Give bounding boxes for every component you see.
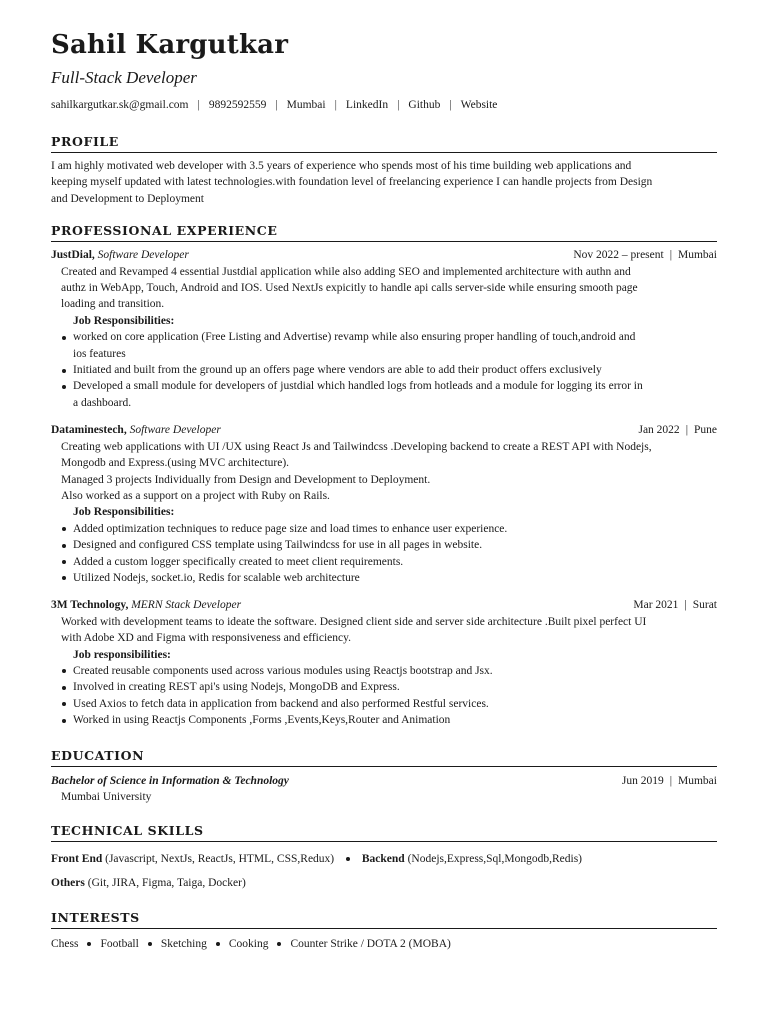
job-role: MERN Stack Developer: [131, 599, 242, 612]
bullet-line: Involved in creating REST api's using Nodejs, MongoDB and Express.: [73, 681, 400, 694]
section-heading-experience: PROFESSIONAL EXPERIENCE: [51, 222, 717, 242]
bullet-line: worked on core application (Free Listing and Advertise) revamp while also ensuring proper handling of touch,android and: [73, 331, 636, 344]
section-heading-education: EDUCATION: [51, 747, 717, 767]
list-item: [51, 378, 717, 411]
skills-section: [51, 822, 717, 893]
summary-line: Managed 3 projects Individually from Design and Development to Deployment.: [61, 473, 431, 486]
summary-line: Creating web applications with UI /UX using React Js and Tailwindcss .Developing backend to create a REST API with Nodejs,: [61, 440, 652, 453]
bullet-line: Initiated and built from the ground up an offers page where vendors are able to add their product offers exclusively: [73, 364, 602, 377]
skills-row: [51, 873, 717, 893]
contact-line: [51, 97, 717, 113]
bullet-line: ios features: [73, 347, 126, 360]
website-link[interactable]: Website: [460, 99, 498, 111]
section-heading-skills: TECHNICAL SKILLS: [51, 822, 717, 842]
experience-section: [51, 222, 717, 728]
job-header: [51, 422, 717, 438]
summary-line: authz in WebApp, Touch, Android and IOS. Used NextJs expicitly to handle api calls server-side while ensuring smooth page: [61, 282, 638, 295]
job-location: Surat: [692, 599, 717, 612]
company-name: Dataminestech,: [51, 424, 127, 437]
bullet-separator: [277, 942, 281, 946]
summary-line: Worked with development teams to ideate the software. Designed client side and server side architecture .Built pixel perfect UI: [61, 615, 647, 628]
separator: |: [669, 249, 673, 262]
email-link[interactable]: sahilkargutkar.sk@gmail.com: [51, 99, 189, 111]
list-item: [51, 570, 717, 586]
job-header: [51, 247, 717, 263]
responsibilities-list: [51, 329, 717, 411]
others-skills: (Git, JIRA, Figma, Taiga, Docker): [87, 877, 246, 890]
job-entry: [51, 247, 717, 411]
education-date: Jun 2019: [621, 774, 664, 787]
list-item: [51, 712, 717, 728]
profile-text: [51, 158, 717, 207]
linkedin-link[interactable]: LinkedIn: [345, 99, 389, 111]
list-item: [51, 554, 717, 570]
frontend-skills: (Javascript, NextJs, ReactJs, HTML, CSS,Redux): [105, 853, 335, 866]
job-entry: [51, 422, 717, 586]
separator: |: [197, 99, 200, 111]
summary-line: loading and transition.: [61, 298, 165, 311]
phone-number: 9892592559: [208, 99, 267, 111]
list-item: [51, 521, 717, 537]
education-header: [51, 773, 717, 789]
list-item: [51, 362, 717, 378]
skills-row: [51, 849, 717, 869]
list-item: [51, 663, 717, 679]
responsibilities-label: Job Responsibilities:: [73, 506, 175, 519]
github-link[interactable]: Github: [408, 99, 441, 111]
company-name: JustDial,: [51, 249, 95, 262]
separator: |: [334, 99, 337, 111]
job-role: Software Developer: [97, 249, 189, 262]
bullet-line: Added optimization techniques to reduce page size and load times to enhance user experience.: [73, 522, 508, 535]
bullet-line: Developed a small module for developers of justdial which handled logs from hotleads and a module for logging its error in: [73, 380, 643, 393]
job-date: Jan 2022: [638, 424, 680, 437]
list-item: [51, 537, 717, 553]
bullet-separator: [346, 857, 350, 861]
job-location: Pune: [694, 424, 717, 437]
responsibilities-label: Job responsibilities:: [73, 648, 171, 661]
summary-line: Mongodb and Express.(using MVC architecture).: [61, 457, 290, 470]
responsibilities-list: [51, 521, 717, 587]
interest-item: Counter Strike / DOTA 2 (MOBA): [290, 938, 451, 951]
responsibilities-list: [51, 663, 717, 729]
job-date: Nov 2022 – present: [573, 249, 664, 262]
interests-list: [51, 935, 717, 953]
institution-name: Mumbai University: [61, 791, 152, 803]
list-item: [51, 329, 717, 362]
bullet-line: Added a custom logger specifically created to meet client requirements.: [73, 555, 404, 568]
job-title: Full-Stack Developer: [51, 68, 197, 87]
interest-item: Cooking: [228, 938, 269, 951]
location: Mumbai: [286, 99, 326, 111]
job-date: Mar 2021: [633, 599, 679, 612]
interest-item: Sketching: [160, 938, 207, 951]
education-location: Mumbai: [678, 774, 717, 787]
resume-page: [51, 28, 717, 953]
job-summary: [51, 614, 717, 647]
job-summary: [51, 264, 717, 313]
education-section: [51, 747, 717, 806]
interest-item: Chess: [51, 938, 79, 951]
backend-label: Backend: [361, 853, 405, 866]
bullet-line: a dashboard.: [73, 396, 132, 409]
candidate-name: Sahil Kargutkar: [51, 30, 289, 60]
profile-line: I am highly motivated web developer with 3.5 years of experience who spends most of his time building web applications and: [51, 160, 632, 172]
bullet-line: Utilized Nodejs, socket.io, Redis for scalable web architecture: [73, 571, 360, 584]
bullet-separator: [216, 942, 220, 946]
separator: |: [669, 774, 673, 787]
separator: |: [275, 99, 278, 111]
company-name: 3M Technology,: [51, 599, 129, 612]
job-location: Mumbai: [678, 249, 717, 262]
bullet-separator: [148, 942, 152, 946]
frontend-label: Front End: [51, 853, 103, 866]
section-heading-profile: PROFILE: [51, 133, 717, 153]
list-item: [51, 679, 717, 695]
separator: |: [685, 424, 688, 437]
bullet-line: Designed and configured CSS template using Tailwindcss for use in all pages in website.: [73, 539, 483, 552]
section-heading-interests: INTERESTS: [51, 909, 717, 929]
bullet-separator: [87, 942, 91, 946]
interest-item: Football: [100, 938, 139, 951]
responsibilities-label: Job Responsibilities:: [73, 314, 175, 327]
job-role: Software Developer: [129, 424, 221, 437]
interests-section: [51, 909, 717, 953]
others-label: Others: [51, 877, 85, 890]
job-header: [51, 597, 717, 613]
summary-line: Created and Revamped 4 essential Justdial application while also adding SEO and implemented architecture with authn and: [61, 265, 631, 278]
separator: |: [684, 599, 687, 612]
summary-line: Also worked as a support on a project with Ruby on Rails.: [61, 489, 330, 502]
profile-section: [51, 133, 717, 207]
summary-line: with Adobe XD and Figma with responsiveness and efficiency.: [61, 632, 351, 645]
degree-name: Bachelor of Science in Information & Technology: [51, 774, 289, 787]
profile-line: and Development to Deployment: [51, 192, 204, 205]
separator: |: [449, 99, 452, 111]
job-entry: [51, 597, 717, 728]
job-summary: [51, 439, 717, 505]
bullet-line: Worked in using Reactjs Components ,Forms ,Events,Keys,Router and Animation: [73, 714, 451, 727]
list-item: [51, 696, 717, 712]
profile-line: keeping myself updated with latest technologies.with foundation level of freelancing experience I can handle projects from Design: [51, 176, 653, 189]
separator: |: [397, 99, 400, 111]
bullet-line: Created reusable components used across various modules using Reactjs bootstrap and Jsx.: [73, 664, 493, 677]
backend-skills: (Nodejs,Express,Sql,Mongodb,Redis): [407, 853, 583, 866]
bullet-line: Used Axios to fetch data in application from backend and also performed Restful services.: [73, 697, 489, 710]
